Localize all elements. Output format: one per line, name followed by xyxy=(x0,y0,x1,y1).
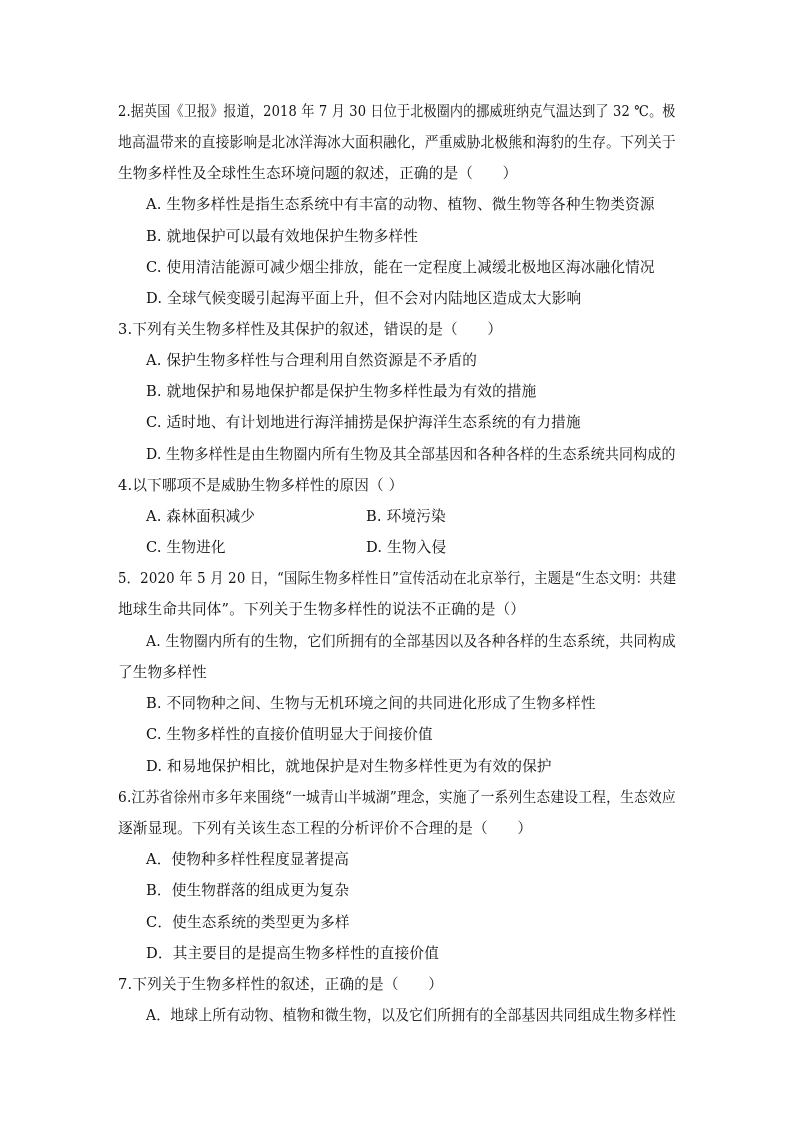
question-3-option-b: B. 就地保护和易地保护都是保护生物多样性最为有效的措施 xyxy=(146,383,537,400)
question-7-stem: 7.下列关于生物多样性的叙述，正确的是（ ） xyxy=(118,976,443,993)
question-7-option-a: A．地球上所有动物、植物和微生物，以及它们所拥有的全部基因共同组成生物多样性 xyxy=(146,1007,677,1024)
question-5-option-a-continued: 了生物多样性 xyxy=(118,664,207,681)
question-4-option-c: C. 生物进化 xyxy=(146,539,226,556)
question-3-option-c: C. 适时地、有计划地进行海洋捕捞是保护海洋生态系统的有力措施 xyxy=(146,414,581,431)
question-2-option-a: A. 生物多样性是指生态系统中有丰富的动物、植物、微生物等各种生物类资源 xyxy=(146,196,655,213)
question-6-option-d: D．其主要目的是提高生物多样性的直接价值 xyxy=(146,945,439,962)
question-6-stem-line-1: 6.江苏省徐州市多年来围绕“一城青山半城湖”理念，实施了一系列生态建设工程，生态效应 xyxy=(118,789,676,806)
question-2-option-b: B. 就地保护可以最有效地保护生物多样性 xyxy=(146,228,419,245)
question-5-stem-line-2: 地球生命共同体”。下列关于生物多样性的说法不正确的是（） xyxy=(118,601,526,618)
question-3-option-a: A. 保护生物多样性与合理利用自然资源是不矛盾的 xyxy=(146,352,478,369)
question-3-stem: 3.下列有关生物多样性及其保护的叙述，错误的是（ ） xyxy=(118,321,503,338)
question-4-option-b: B. 环境污染 xyxy=(366,508,446,525)
question-4-option-d: D. 生物入侵 xyxy=(366,539,447,556)
question-4-stem: 4.以下哪项不是威胁生物多样性的原因（ ） xyxy=(118,477,404,494)
question-5-stem-line-1: 5．2020 年 5 月 20 日，“国际生物多样性日”宣传活动在北京举行，主题是“生态文明：共建 xyxy=(118,570,677,587)
question-6-option-c: C．使生态系统的类型更为多样 xyxy=(146,914,350,931)
question-2-stem-line-2: 地高温带来的直接影响是北冰洋海冰大面积融化，严重威胁北极熊和海豹的生存。下列关于 xyxy=(118,134,676,151)
question-2-option-c: C. 使用清洁能源可减少烟尘排放，能在一定程度上减缓北极地区海冰融化情况 xyxy=(146,259,655,276)
question-6-option-a: A．使物种多样性程度显著提高 xyxy=(146,851,350,868)
question-5-option-b: B. 不同物种之间、生物与无机环境之间的共同进化形成了生物多样性 xyxy=(146,695,596,712)
question-2-stem-line-3: 生物多样性及全球性生态环境问题的叙述，正确的是（ ） xyxy=(118,165,518,182)
question-3-option-d: D. 生物多样性是由生物圈内所有生物及其全部基因和各种各样的生态系统共同构成的 xyxy=(146,446,676,463)
question-5-option-d: D. 和易地保护相比，就地保护是对生物多样性更为有效的保护 xyxy=(146,758,552,775)
question-4-option-a: A. 森林面积减少 xyxy=(146,508,256,525)
question-6-stem-line-2: 逐渐显现。下列有关该生态工程的分析评价不合理的是（ ） xyxy=(118,820,533,837)
question-2-stem-line-1: 2.据英国《卫报》报道，2018 年 7 月 30 日位于北极圈内的挪威班纳克气温达到了 32 ℃。极 xyxy=(118,103,676,120)
question-5-option-a: A. 生物圈内所有的生物，它们所拥有的全部基因以及各种各样的生态系统，共同构成 xyxy=(146,633,676,650)
question-2-option-d: D. 全球气候变暖引起海平面上升，但不会对内陆地区造成太大影响 xyxy=(146,290,582,307)
question-6-option-b: B．使生物群落的组成更为复杂 xyxy=(146,882,350,899)
question-5-option-c: C. 生物多样性的直接价值明显大于间接价值 xyxy=(146,726,433,743)
